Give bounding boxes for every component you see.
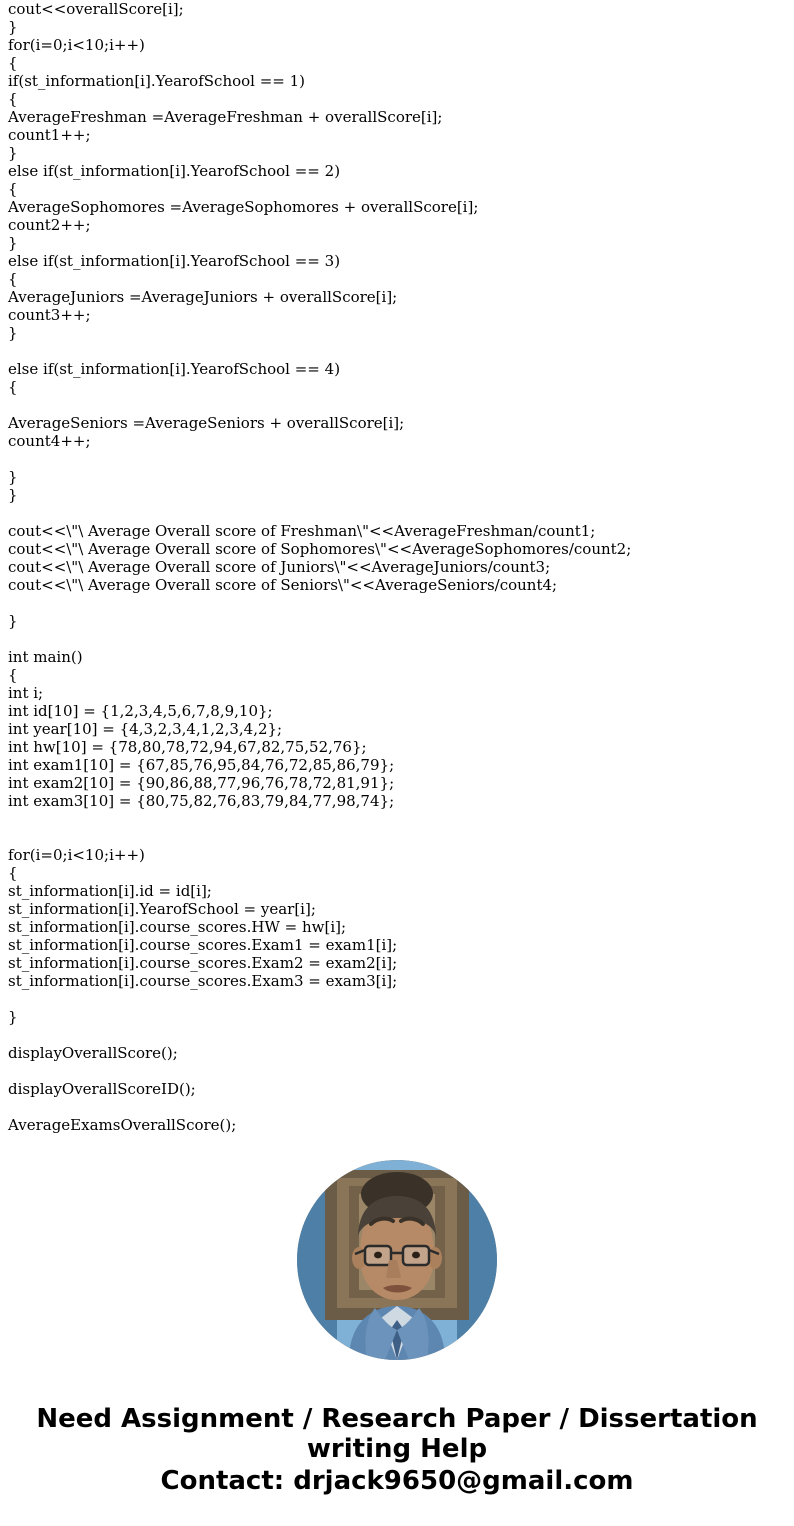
code-line <box>8 396 786 414</box>
code-line: int hw[10] = {78,80,78,72,94,67,82,75,52,76}; <box>8 738 367 756</box>
code-line <box>8 450 786 468</box>
code-line <box>8 1026 786 1044</box>
code-line: st_information[i].course_scores.Exam2 = exam2[i]; <box>8 954 398 972</box>
code-line: st_information[i].course_scores.Exam1 = exam1[i]; <box>8 936 398 954</box>
code-line: st_information[i].course_scores.HW = hw[i]; <box>8 918 347 936</box>
code-line: else if(st_information[i].YearofSchool == 3) <box>8 252 341 270</box>
code-line: { <box>8 54 18 72</box>
code-line: cout<<\"\ Average Overall score of Sophomores\"<<AverageSophomores/count2; <box>8 540 632 558</box>
code-line: AverageFreshman =AverageFreshman + overallScore[i]; <box>8 108 443 126</box>
code-line: } <box>8 486 18 504</box>
code-line: } <box>8 144 18 162</box>
code-line <box>8 990 786 1008</box>
code-line: int exam3[10] = {80,75,82,76,83,79,84,77,98,74}; <box>8 792 395 810</box>
code-line: } <box>8 18 18 36</box>
code-line: AverageSeniors =AverageSeniors + overallScore[i]; <box>8 414 405 432</box>
avatar-container <box>8 1160 786 1360</box>
avatar <box>297 1160 497 1360</box>
code-line: { <box>8 90 18 108</box>
code-line: AverageSophomores =AverageSophomores + overallScore[i]; <box>8 198 479 216</box>
code-line <box>8 504 786 522</box>
code-line: count2++; <box>8 216 91 234</box>
code-line <box>8 1098 786 1116</box>
code-line: int year[10] = {4,3,2,3,4,1,2,3,4,2}; <box>8 720 283 738</box>
code-line: for(i=0;i<10;i++) <box>8 846 145 864</box>
code-line: cout<<overallScore[i]; <box>8 0 184 18</box>
code-line: } <box>8 612 18 630</box>
code-line: cout<<\"\ Average Overall score of Seniors\"<<AverageSeniors/count4; <box>8 576 558 594</box>
code-line: { <box>8 666 18 684</box>
code-line: } <box>8 468 18 486</box>
code-line: else if(st_information[i].YearofSchool == 4) <box>8 360 341 378</box>
code-line: st_information[i].id = id[i]; <box>8 882 212 900</box>
code-line <box>8 1062 786 1080</box>
code-line <box>8 630 786 648</box>
code-line: if(st_information[i].YearofSchool == 1) <box>8 72 306 90</box>
code-line: displayOverallScoreID(); <box>8 1080 196 1098</box>
code-line: AverageExamsOverallScore(); <box>8 1116 237 1134</box>
code-line: { <box>8 180 18 198</box>
code-line: cout<<\"\ Average Overall score of Freshman\"<<AverageFreshman/count1; <box>8 522 596 540</box>
code-line: else if(st_information[i].YearofSchool == 2) <box>8 162 341 180</box>
code-line: st_information[i].YearofSchool = year[i]; <box>8 900 316 918</box>
code-line: st_information[i].course_scores.Exam3 = exam3[i]; <box>8 972 398 990</box>
promo-contact: Contact: drjack9650@gmail.com <box>160 1466 634 1496</box>
code-line: { <box>8 270 18 288</box>
person-photo-icon <box>297 1160 497 1360</box>
code-line: int exam2[10] = {90,86,88,77,96,76,78,72,81,91}; <box>8 774 395 792</box>
code-line: } <box>8 1008 18 1026</box>
code-line <box>8 828 786 846</box>
code-line: int i; <box>8 684 44 702</box>
promo-headline: Need Assignment / Research Paper / Dissertation writing Help <box>36 1404 758 1464</box>
code-line: displayOverallScore(); <box>8 1044 178 1062</box>
code-line: { <box>8 864 18 882</box>
code-line: AverageJuniors =AverageJuniors + overallScore[i]; <box>8 288 398 306</box>
code-line: for(i=0;i<10;i++) <box>8 36 145 54</box>
code-line: count3++; <box>8 306 91 324</box>
promo-banner <box>8 1404 786 1496</box>
code-line: { <box>8 378 18 396</box>
code-line <box>8 342 786 360</box>
code-line: cout<<\"\ Average Overall score of Juniors\"<<AverageJuniors/count3; <box>8 558 551 576</box>
code-line: } <box>8 234 18 252</box>
code-line: } <box>8 324 18 342</box>
code-listing <box>8 0 786 1134</box>
code-line: int main() <box>8 648 83 666</box>
code-line: count4++; <box>8 432 91 450</box>
code-line: int exam1[10] = {67,85,76,95,84,76,72,85,86,79}; <box>8 756 395 774</box>
code-line: count1++; <box>8 126 91 144</box>
code-line: int id[10] = {1,2,3,4,5,6,7,8,9,10}; <box>8 702 273 720</box>
bottom-spacer <box>8 1496 786 1526</box>
code-line <box>8 594 786 612</box>
code-line <box>8 810 786 828</box>
